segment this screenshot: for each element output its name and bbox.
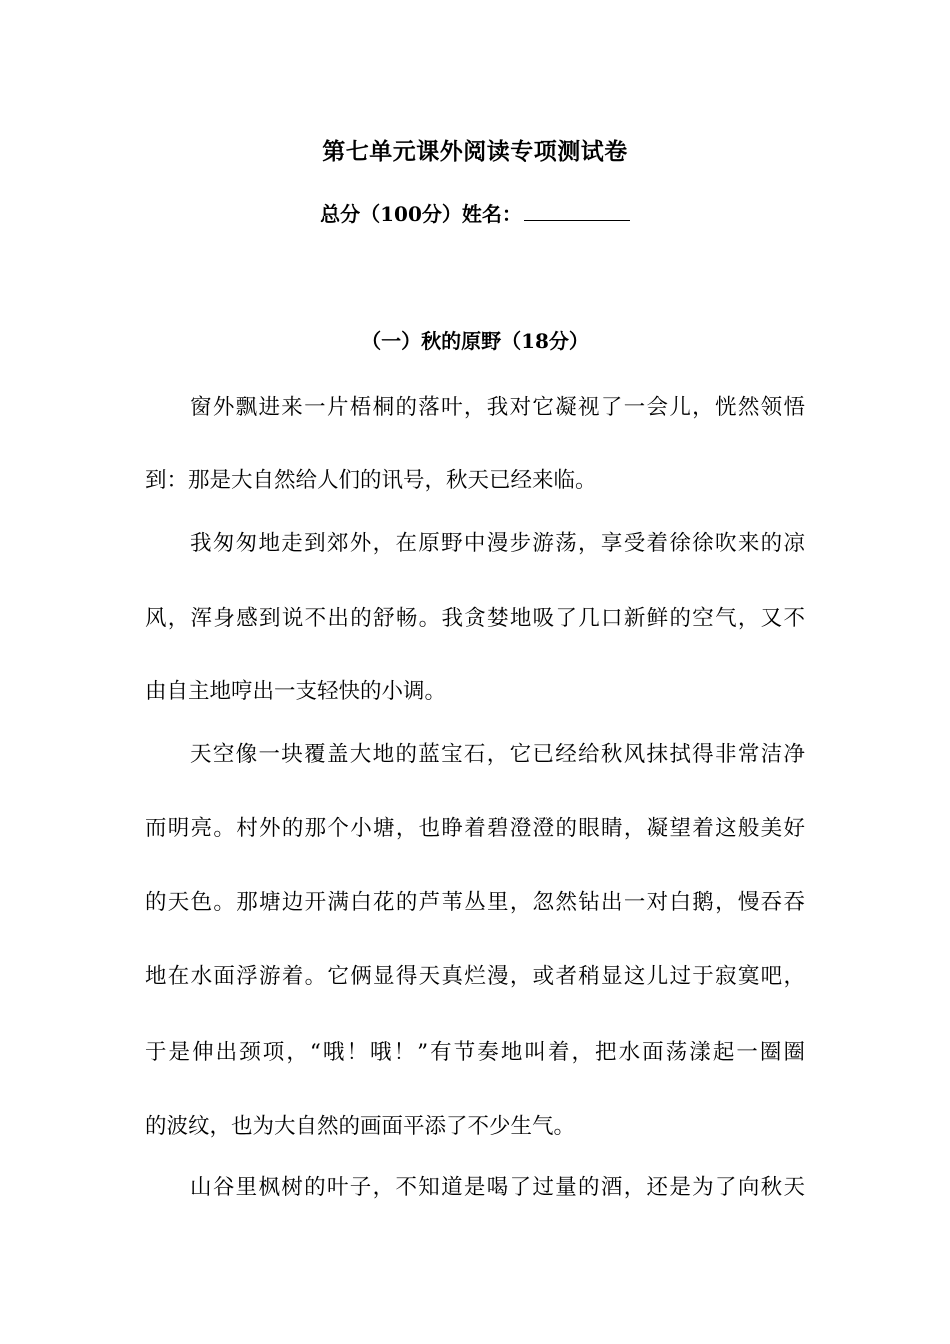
document-title: 第七单元课外阅读专项测试卷 [322, 138, 628, 165]
score-label: 总分（100分）姓名： [320, 202, 522, 226]
paragraph-line: 地在水面浮游着。它俩显得天真烂漫，或者稍显这儿过于寂寞吧， [145, 964, 805, 989]
paragraph-line: 天空像一块覆盖大地的蓝宝石，它已经给秋风抹拭得非常洁净 [190, 742, 805, 767]
section-title: （一）秋的原野（18分） [361, 329, 589, 353]
paragraph-line: 而明亮。村外的那个小塘，也睁着碧澄澄的眼睛，凝望着这般美好 [145, 816, 805, 841]
name-blank[interactable] [524, 198, 630, 221]
paragraph-line: 我匆匆地走到郊外，在原野中漫步游荡，享受着徐徐吹来的凉 [190, 531, 805, 556]
paragraph-line: 窗外飘进来一片梧桐的落叶，我对它凝视了一会儿，恍然领悟 [190, 395, 805, 420]
paragraph-line: 由自主地哼出一支轻快的小调。 [145, 679, 447, 704]
paragraph-line: 到：那是大自然给人们的讯号，秋天已经来临。 [145, 468, 597, 493]
paragraph-line: 的天色。那塘边开满白花的芦苇丛里，忽然钻出一对白鹅，慢吞吞 [145, 890, 805, 915]
paragraph-line: 山谷里枫树的叶子，不知道是喝了过量的酒，还是为了向秋天 [190, 1175, 805, 1200]
paragraph-line: 的波纹，也为大自然的画面平添了不少生气。 [145, 1114, 576, 1139]
paragraph-line: 风，浑身感到说不出的舒畅。我贪婪地吸了几口新鲜的空气，又不 [145, 606, 805, 631]
paragraph-line: 于是伸出颈项，“哦！哦！”有节奏地叫着，把水面荡漾起一圈圈 [145, 1040, 805, 1065]
score-name-line [0, 198, 950, 227]
